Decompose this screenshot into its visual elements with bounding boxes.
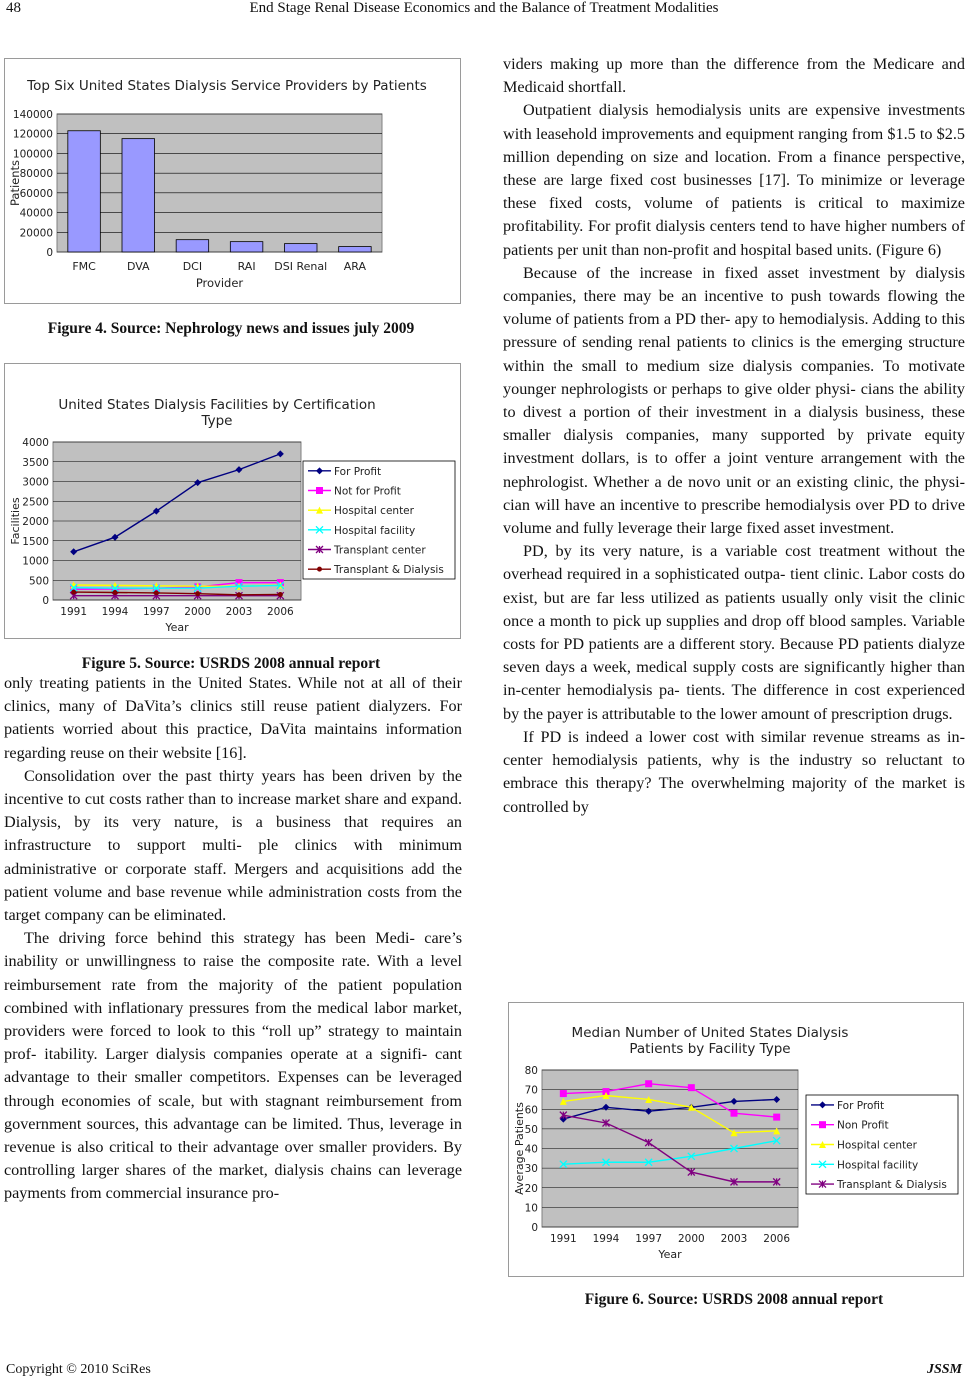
legend-label: Hospital facility: [334, 524, 416, 537]
data-point: [71, 590, 76, 595]
bar: [68, 131, 101, 252]
x-tick-label: DVA: [126, 260, 150, 273]
x-tick-label: DCI: [182, 260, 203, 273]
bar: [176, 240, 209, 252]
x-tick-label: ARA: [343, 260, 367, 273]
legend-label: For Profit: [837, 1099, 885, 1112]
legend-label: Hospital facility: [837, 1159, 919, 1172]
legend-label: Transplant & Dialysis: [334, 564, 444, 577]
y-axis-label: Average Patients: [513, 1102, 526, 1195]
legend-label: Non Profit: [837, 1119, 889, 1132]
x-tick-label: FMC: [72, 260, 96, 273]
data-point: [773, 1114, 780, 1121]
data-point: [195, 591, 200, 596]
figure-4-caption: Figure 4. Source: Nephrology news and issues july 2009: [47, 320, 415, 337]
plot-area: [57, 114, 382, 252]
y-tick-label: 20000: [19, 227, 53, 240]
x-tick-label: 2006: [266, 606, 294, 618]
right-column-text: [503, 53, 965, 819]
page-number: 48: [6, 0, 21, 16]
x-tick-label: 1991: [60, 606, 88, 618]
y-tick-label: 4000: [22, 437, 49, 449]
bar: [285, 244, 318, 252]
bar-chart-svg: [5, 59, 460, 303]
y-tick-label: 80: [524, 1065, 538, 1077]
x-tick-label: 2003: [720, 1233, 748, 1245]
figure-6-chart: [508, 1002, 964, 1277]
y-tick-label: 10: [524, 1202, 538, 1215]
x-tick-label: 2003: [225, 606, 253, 618]
y-tick-label: 3500: [22, 456, 49, 469]
x-axis-label: Provider: [195, 276, 244, 290]
chart-title: Top Six United States Dialysis Service Providers by Patients: [27, 78, 427, 94]
y-axis-label: Facilities: [9, 497, 22, 545]
figure-6-caption: Figure 6. Source: USRDS 2008 annual report: [584, 1291, 884, 1308]
x-axis-label: Year: [165, 621, 189, 634]
y-tick-label: 100000: [12, 148, 53, 161]
bar: [230, 242, 262, 252]
y-tick-label: 40000: [19, 207, 53, 220]
legend-label: Hospital center: [334, 505, 414, 518]
legend-box: [303, 461, 455, 579]
legend-label: Transplant & Dialysis: [837, 1179, 947, 1192]
x-tick-label: 1991: [549, 1233, 577, 1245]
copyright: Copyright © 2010 SciRes: [6, 1362, 151, 1377]
data-point: [278, 592, 283, 597]
data-point: [731, 1110, 738, 1117]
figure-5-caption: Figure 5. Source: USRDS 2008 annual report: [81, 655, 381, 672]
y-tick-label: 20: [524, 1182, 538, 1195]
paragraph: The driving force behind this strategy has been Medi- care’s inability or unwillingness to raise the composite rate. With a level reimbursement rate from the majority of the patient population combined with inflationary pressures from the medical labor market, providers were forced to look to this “roll up” strategy to maintain prof- itability. Larger dialysis companies operate at a signifi- cant advantage to their smaller competitors. Expenses can be leveraged through economies of scale, but with stagnant reimbursement from government sources, this advantage can be limited. Thus, leverage in revenue is also critical to their advantage over smaller providers. By controlling larger shares of the market, dialysis chains can leverage payments from commercial insurance pro-: [4, 929, 462, 1203]
y-tick-label: 0: [46, 247, 53, 259]
x-tick-label: 1997: [142, 606, 170, 618]
left-column-text: [4, 672, 462, 1206]
bar: [122, 139, 155, 252]
legend-label: Transplant center: [334, 544, 426, 557]
data-point: [317, 567, 322, 572]
y-tick-label: 120000: [12, 128, 53, 141]
line-chart-svg: [509, 1003, 963, 1276]
journal-abbrev: JSSM: [926, 1362, 962, 1377]
paragraph: Consolidation over the past thirty years has been driven by the incentive to cut costs rather than to increase market share and expand. Dialysis, by its very nature, is a business that requires an infrastructure to support multi- ple clinics with minimum administrative or corporate staff. Mergers and acquisitions add the patient volume and base revenue while administration costs from the target company can be eliminated.: [4, 766, 462, 925]
data-point: [819, 1121, 826, 1128]
x-tick-label: 1994: [592, 1233, 620, 1245]
paragraph: Because of the increase in fixed asset investment by dialysis companies, there may be an incentive to push towards flowing the volume of patients from a PD ther- apy to hemodialysis. Adding to this pressure of sending renal patients to clinics is the emerging structure within the small to medium size dialysis companies. To motivate younger nephrologists or perhaps to give older physi- cians the ability to divest a portion of their investment in a dialysis business, these smaller dialysis companies, many supported by private equity investment dollars, is to offer a joint venture arrangement with the nephrologist. Whether a de novo unit or an existing clinic, the physi- cian will have an incentive to prescribe hemodialysis over PD to drive volume and fully leverage their large fixed asset investment.: [503, 263, 965, 538]
y-tick-label: 1000: [22, 555, 49, 568]
x-tick-label: 2000: [184, 606, 212, 618]
y-tick-label: 2000: [22, 516, 49, 528]
y-tick-label: 0: [42, 595, 49, 607]
y-tick-label: 30: [524, 1163, 538, 1176]
data-point: [316, 487, 323, 494]
line-chart-svg: [5, 364, 460, 638]
y-tick-label: 40: [524, 1143, 538, 1156]
chart-title: Median Number of United States Dialysis Patients by Facility Type: [571, 1025, 849, 1057]
y-tick-label: 60000: [19, 187, 53, 200]
x-axis-label: Year: [658, 1248, 682, 1261]
paragraph: PD, by its very nature, is a variable cost treatment without the overhead required in a sophisticated outpa- tient clinic. Labor costs do exist, but are far less utilized as patients usually only visit the clinic once a month to pick up supplies and drop off blood samples. Variable costs for PD patients are a different story. Because PD patients dialyze seven days a week, medical supply costs are significantly higher than in-center hemodialysis pa- tients. The difference in cost experienced by the payer is attributable to the lower amount of prescription drugs.: [503, 542, 965, 723]
data-point: [237, 592, 242, 597]
figure-5-chart: [4, 363, 461, 639]
data-point: [560, 1090, 567, 1097]
x-tick-label: 1997: [635, 1233, 663, 1245]
data-point: [688, 1084, 695, 1091]
legend-label: For Profit: [334, 465, 382, 478]
y-tick-label: 140000: [12, 109, 53, 121]
paragraph: If PD is indeed a lower cost with similar revenue streams as in-center hemodialysis patients, why is the industry so reluctant to embrace this therapy? The overwhelming majority of the market is controlled by: [503, 727, 965, 816]
x-tick-label: 2000: [677, 1233, 705, 1245]
running-title: End Stage Renal Disease Economics and the Balance of Treatment Modalities: [249, 0, 719, 16]
data-point: [113, 590, 118, 595]
y-tick-label: 0: [531, 1222, 538, 1234]
x-tick-label: 2006: [763, 1233, 791, 1245]
y-tick-label: 80000: [19, 168, 53, 181]
y-axis-label: Patients: [8, 159, 22, 207]
bar: [339, 247, 372, 252]
running-header: [0, 0, 968, 22]
data-point: [645, 1080, 652, 1087]
x-tick-label: DSI Renal: [274, 260, 328, 273]
legend-label: Not for Profit: [334, 485, 401, 498]
data-point: [154, 590, 159, 595]
paragraph: viders making up more than the difference from the Medicare and Medicaid shortfall.: [503, 55, 965, 97]
x-tick-label: 1994: [101, 606, 129, 618]
figure-4-chart: [4, 58, 461, 304]
y-tick-label: 70: [524, 1084, 538, 1097]
x-tick-label: RAI: [237, 260, 256, 273]
y-tick-label: 2500: [22, 496, 49, 509]
paragraph: only treating patients in the United States. While not at all of their clinics, many of DaVita’s clinics still reuse patient dialyzers. For patients worried about this practice, DaVita maintains information regarding reuse on their website [16].: [4, 674, 462, 762]
y-tick-label: 60: [524, 1104, 538, 1117]
y-tick-label: 3000: [22, 476, 49, 489]
y-tick-label: 1500: [22, 535, 49, 548]
chart-title: United States Dialysis Facilities by Certification Type: [58, 397, 376, 429]
paragraph: Outpatient dialysis hemodialysis units are expensive investments with leasehold improvements and equipment ranging from $1.5 to $2.5 million depending on size and location. From a finance perspective, these are large fixed cost businesses [17]. To minimize or leverage these fixed costs, volume of patients is critical to maximize profitability. For profit dialysis centers tend to have higher numbers of patients per unit than non-profit and hospital based units. (Figure 6): [503, 101, 965, 259]
y-tick-label: 50: [524, 1123, 538, 1136]
y-tick-label: 500: [28, 575, 49, 588]
legend-label: Hospital center: [837, 1139, 917, 1152]
